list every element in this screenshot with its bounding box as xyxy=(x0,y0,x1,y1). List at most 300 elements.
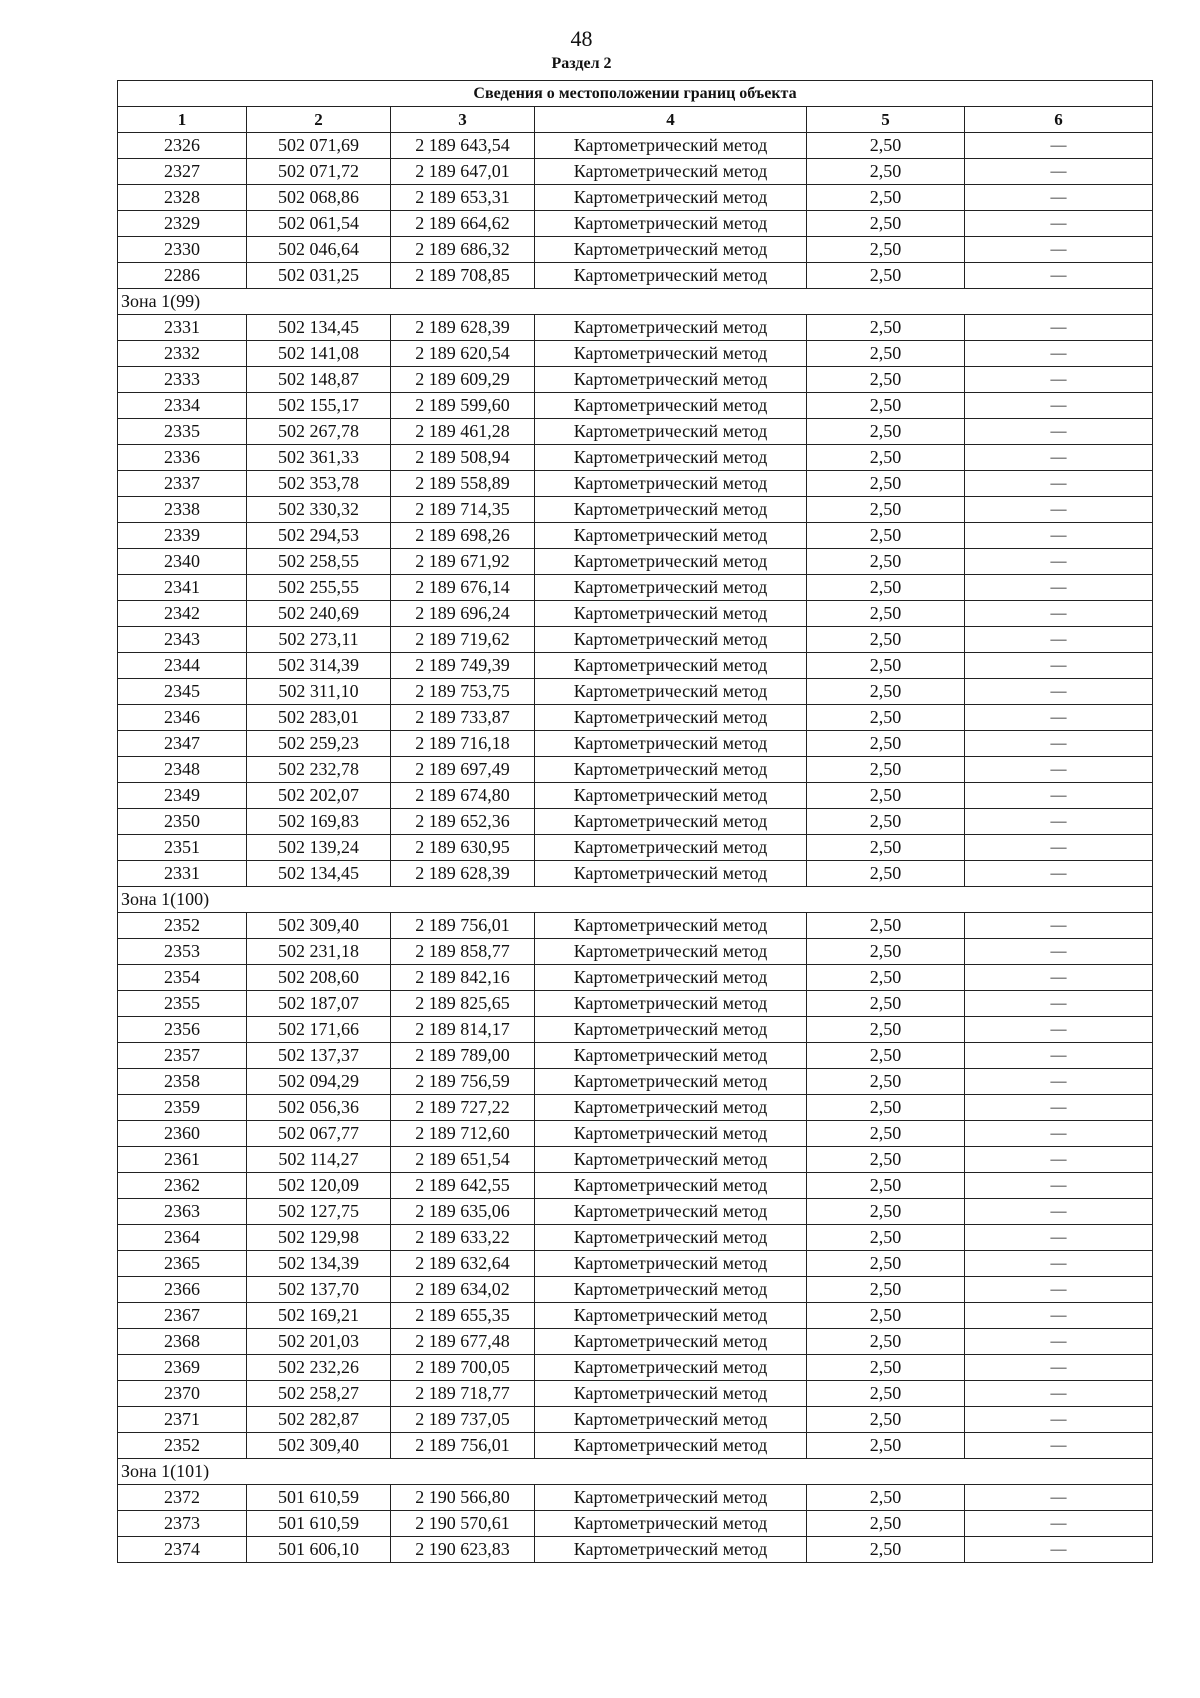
table-row xyxy=(118,1017,1153,1043)
x-coordinate-cell: 502 330,32 xyxy=(247,497,391,523)
method-cell: Картометрический метод xyxy=(535,237,807,263)
note-cell: — xyxy=(965,1355,1153,1381)
accuracy-cell: 2,50 xyxy=(807,315,965,341)
note-cell: — xyxy=(965,939,1153,965)
y-coordinate-cell: 2 189 697,49 xyxy=(391,757,535,783)
y-coordinate-cell: 2 189 630,95 xyxy=(391,835,535,861)
x-coordinate-cell: 502 134,39 xyxy=(247,1251,391,1277)
table-row xyxy=(118,523,1153,549)
point-number-cell: 2373 xyxy=(118,1511,247,1537)
note-cell: — xyxy=(965,991,1153,1017)
x-coordinate-cell: 502 067,77 xyxy=(247,1121,391,1147)
accuracy-cell: 2,50 xyxy=(807,1199,965,1225)
y-coordinate-cell: 2 189 655,35 xyxy=(391,1303,535,1329)
point-number-cell: 2332 xyxy=(118,341,247,367)
x-coordinate-cell: 502 309,40 xyxy=(247,1433,391,1459)
point-number-cell: 2365 xyxy=(118,1251,247,1277)
x-coordinate-cell: 501 610,59 xyxy=(247,1485,391,1511)
point-number-cell: 2367 xyxy=(118,1303,247,1329)
method-cell: Картометрический метод xyxy=(535,1121,807,1147)
x-coordinate-cell: 502 134,45 xyxy=(247,861,391,887)
x-coordinate-cell: 502 139,24 xyxy=(247,835,391,861)
accuracy-cell: 2,50 xyxy=(807,549,965,575)
point-number-cell: 2339 xyxy=(118,523,247,549)
accuracy-cell: 2,50 xyxy=(807,523,965,549)
note-cell: — xyxy=(965,1043,1153,1069)
x-coordinate-cell: 502 129,98 xyxy=(247,1225,391,1251)
x-coordinate-cell: 502 148,87 xyxy=(247,367,391,393)
note-cell: — xyxy=(965,1147,1153,1173)
method-cell: Картометрический метод xyxy=(535,159,807,185)
x-coordinate-cell: 502 127,75 xyxy=(247,1199,391,1225)
accuracy-cell: 2,50 xyxy=(807,627,965,653)
accuracy-cell: 2,50 xyxy=(807,861,965,887)
accuracy-cell: 2,50 xyxy=(807,965,965,991)
point-number-cell: 2328 xyxy=(118,185,247,211)
note-cell: — xyxy=(965,1303,1153,1329)
y-coordinate-cell: 2 189 737,05 xyxy=(391,1407,535,1433)
point-number-cell: 2335 xyxy=(118,419,247,445)
note-cell: — xyxy=(965,783,1153,809)
accuracy-cell: 2,50 xyxy=(807,653,965,679)
x-coordinate-cell: 502 208,60 xyxy=(247,965,391,991)
point-number-cell: 2327 xyxy=(118,159,247,185)
x-coordinate-cell: 502 201,03 xyxy=(247,1329,391,1355)
note-cell: — xyxy=(965,1121,1153,1147)
note-cell: — xyxy=(965,627,1153,653)
note-cell: — xyxy=(965,1251,1153,1277)
accuracy-cell: 2,50 xyxy=(807,1043,965,1069)
accuracy-cell: 2,50 xyxy=(807,445,965,471)
y-coordinate-cell: 2 189 756,59 xyxy=(391,1069,535,1095)
accuracy-cell: 2,50 xyxy=(807,1329,965,1355)
y-coordinate-cell: 2 189 643,54 xyxy=(391,133,535,159)
point-number-cell: 2356 xyxy=(118,1017,247,1043)
note-cell: — xyxy=(965,731,1153,757)
point-number-cell: 2286 xyxy=(118,263,247,289)
table-row xyxy=(118,237,1153,263)
y-coordinate-cell: 2 189 628,39 xyxy=(391,315,535,341)
point-number-cell: 2350 xyxy=(118,809,247,835)
x-coordinate-cell: 502 258,27 xyxy=(247,1381,391,1407)
table-row xyxy=(118,393,1153,419)
x-coordinate-cell: 502 046,64 xyxy=(247,237,391,263)
point-number-cell: 2352 xyxy=(118,1433,247,1459)
table-row xyxy=(118,679,1153,705)
accuracy-cell: 2,50 xyxy=(807,809,965,835)
point-number-cell: 2329 xyxy=(118,211,247,237)
method-cell: Картометрический метод xyxy=(535,913,807,939)
accuracy-cell: 2,50 xyxy=(807,393,965,419)
point-number-cell: 2336 xyxy=(118,445,247,471)
point-number-cell: 2331 xyxy=(118,861,247,887)
table-row xyxy=(118,367,1153,393)
point-number-cell: 2364 xyxy=(118,1225,247,1251)
method-cell: Картометрический метод xyxy=(535,1303,807,1329)
x-coordinate-cell: 502 240,69 xyxy=(247,601,391,627)
x-coordinate-cell: 502 232,26 xyxy=(247,1355,391,1381)
accuracy-cell: 2,50 xyxy=(807,1251,965,1277)
method-cell: Картометрический метод xyxy=(535,263,807,289)
point-number-cell: 2370 xyxy=(118,1381,247,1407)
method-cell: Картометрический метод xyxy=(535,991,807,1017)
x-coordinate-cell: 502 094,29 xyxy=(247,1069,391,1095)
y-coordinate-cell: 2 189 628,39 xyxy=(391,861,535,887)
y-coordinate-cell: 2 189 698,26 xyxy=(391,523,535,549)
note-cell: — xyxy=(965,705,1153,731)
table-row xyxy=(118,1147,1153,1173)
point-number-cell: 2358 xyxy=(118,1069,247,1095)
x-coordinate-cell: 502 202,07 xyxy=(247,783,391,809)
y-coordinate-cell: 2 189 664,62 xyxy=(391,211,535,237)
table-row xyxy=(118,497,1153,523)
table-row xyxy=(118,419,1153,445)
method-cell: Картометрический метод xyxy=(535,757,807,783)
method-cell: Картометрический метод xyxy=(535,1511,807,1537)
zone-header-row xyxy=(118,289,1153,315)
point-number-cell: 2363 xyxy=(118,1199,247,1225)
y-coordinate-cell: 2 189 749,39 xyxy=(391,653,535,679)
method-cell: Картометрический метод xyxy=(535,211,807,237)
x-coordinate-cell: 502 255,55 xyxy=(247,575,391,601)
point-number-cell: 2342 xyxy=(118,601,247,627)
table-row xyxy=(118,211,1153,237)
table-row xyxy=(118,549,1153,575)
point-number-cell: 2341 xyxy=(118,575,247,601)
accuracy-cell: 2,50 xyxy=(807,1095,965,1121)
x-coordinate-cell: 502 353,78 xyxy=(247,471,391,497)
accuracy-cell: 2,50 xyxy=(807,991,965,1017)
zone-label: Зона 1(99) xyxy=(118,289,1153,315)
point-number-cell: 2346 xyxy=(118,705,247,731)
accuracy-cell: 2,50 xyxy=(807,159,965,185)
note-cell: — xyxy=(965,1199,1153,1225)
method-cell: Картометрический метод xyxy=(535,1173,807,1199)
x-coordinate-cell: 502 134,45 xyxy=(247,315,391,341)
accuracy-cell: 2,50 xyxy=(807,341,965,367)
note-cell: — xyxy=(965,497,1153,523)
table-row xyxy=(118,1069,1153,1095)
x-coordinate-cell: 502 314,39 xyxy=(247,653,391,679)
note-cell: — xyxy=(965,445,1153,471)
accuracy-cell: 2,50 xyxy=(807,575,965,601)
x-coordinate-cell: 502 187,07 xyxy=(247,991,391,1017)
accuracy-cell: 2,50 xyxy=(807,1511,965,1537)
table-row xyxy=(118,1277,1153,1303)
table-row xyxy=(118,185,1153,211)
accuracy-cell: 2,50 xyxy=(807,939,965,965)
point-number-cell: 2326 xyxy=(118,133,247,159)
note-cell: — xyxy=(965,1277,1153,1303)
x-coordinate-cell: 502 068,86 xyxy=(247,185,391,211)
note-cell: — xyxy=(965,809,1153,835)
note-cell: — xyxy=(965,1407,1153,1433)
table-row xyxy=(118,705,1153,731)
point-number-cell: 2354 xyxy=(118,965,247,991)
table-body xyxy=(118,133,1153,1563)
accuracy-cell: 2,50 xyxy=(807,1069,965,1095)
point-number-cell: 2345 xyxy=(118,679,247,705)
method-cell: Картометрический метод xyxy=(535,1433,807,1459)
x-coordinate-cell: 501 610,59 xyxy=(247,1511,391,1537)
point-number-cell: 2372 xyxy=(118,1485,247,1511)
column-number: 3 xyxy=(391,107,535,133)
x-coordinate-cell: 502 137,37 xyxy=(247,1043,391,1069)
table-row xyxy=(118,1199,1153,1225)
x-coordinate-cell: 502 169,83 xyxy=(247,809,391,835)
method-cell: Картометрический метод xyxy=(535,445,807,471)
method-cell: Картометрический метод xyxy=(535,133,807,159)
note-cell: — xyxy=(965,861,1153,887)
table-row xyxy=(118,1303,1153,1329)
method-cell: Картометрический метод xyxy=(535,185,807,211)
accuracy-cell: 2,50 xyxy=(807,1147,965,1173)
method-cell: Картометрический метод xyxy=(535,783,807,809)
method-cell: Картометрический метод xyxy=(535,523,807,549)
x-coordinate-cell: 502 031,25 xyxy=(247,263,391,289)
point-number-cell: 2348 xyxy=(118,757,247,783)
y-coordinate-cell: 2 189 727,22 xyxy=(391,1095,535,1121)
y-coordinate-cell: 2 189 671,92 xyxy=(391,549,535,575)
table-row xyxy=(118,159,1153,185)
note-cell: — xyxy=(965,419,1153,445)
table-row xyxy=(118,133,1153,159)
column-number-row xyxy=(118,107,1153,133)
accuracy-cell: 2,50 xyxy=(807,601,965,627)
note-cell: — xyxy=(965,211,1153,237)
table-row xyxy=(118,1225,1153,1251)
x-coordinate-cell: 502 258,55 xyxy=(247,549,391,575)
point-number-cell: 2343 xyxy=(118,627,247,653)
accuracy-cell: 2,50 xyxy=(807,1537,965,1563)
x-coordinate-cell: 502 137,70 xyxy=(247,1277,391,1303)
table-row xyxy=(118,315,1153,341)
table-row xyxy=(118,757,1153,783)
x-coordinate-cell: 502 283,01 xyxy=(247,705,391,731)
column-number: 4 xyxy=(535,107,807,133)
point-number-cell: 2369 xyxy=(118,1355,247,1381)
table-row xyxy=(118,913,1153,939)
x-coordinate-cell: 502 267,78 xyxy=(247,419,391,445)
x-coordinate-cell: 502 120,09 xyxy=(247,1173,391,1199)
column-number: 2 xyxy=(247,107,391,133)
x-coordinate-cell: 502 273,11 xyxy=(247,627,391,653)
accuracy-cell: 2,50 xyxy=(807,237,965,263)
x-coordinate-cell: 502 056,36 xyxy=(247,1095,391,1121)
method-cell: Картометрический метод xyxy=(535,861,807,887)
y-coordinate-cell: 2 189 825,65 xyxy=(391,991,535,1017)
point-number-cell: 2359 xyxy=(118,1095,247,1121)
y-coordinate-cell: 2 189 558,89 xyxy=(391,471,535,497)
note-cell: — xyxy=(965,1511,1153,1537)
boundary-coordinates-table xyxy=(117,80,1153,1563)
method-cell: Картометрический метод xyxy=(535,1199,807,1225)
method-cell: Картометрический метод xyxy=(535,393,807,419)
x-coordinate-cell: 502 361,33 xyxy=(247,445,391,471)
y-coordinate-cell: 2 189 676,14 xyxy=(391,575,535,601)
accuracy-cell: 2,50 xyxy=(807,1433,965,1459)
table-row xyxy=(118,1043,1153,1069)
accuracy-cell: 2,50 xyxy=(807,731,965,757)
accuracy-cell: 2,50 xyxy=(807,757,965,783)
x-coordinate-cell: 502 114,27 xyxy=(247,1147,391,1173)
x-coordinate-cell: 502 311,10 xyxy=(247,679,391,705)
column-number: 5 xyxy=(807,107,965,133)
y-coordinate-cell: 2 189 508,94 xyxy=(391,445,535,471)
table-row xyxy=(118,445,1153,471)
y-coordinate-cell: 2 189 718,77 xyxy=(391,1381,535,1407)
x-coordinate-cell: 502 071,72 xyxy=(247,159,391,185)
x-coordinate-cell: 502 155,17 xyxy=(247,393,391,419)
point-number-cell: 2344 xyxy=(118,653,247,679)
point-number-cell: 2347 xyxy=(118,731,247,757)
y-coordinate-cell: 2 189 677,48 xyxy=(391,1329,535,1355)
table-row xyxy=(118,341,1153,367)
note-cell: — xyxy=(965,549,1153,575)
method-cell: Картометрический метод xyxy=(535,965,807,991)
accuracy-cell: 2,50 xyxy=(807,419,965,445)
x-coordinate-cell: 502 061,54 xyxy=(247,211,391,237)
note-cell: — xyxy=(965,367,1153,393)
table-row xyxy=(118,783,1153,809)
y-coordinate-cell: 2 189 674,80 xyxy=(391,783,535,809)
table-row xyxy=(118,1329,1153,1355)
y-coordinate-cell: 2 189 642,55 xyxy=(391,1173,535,1199)
method-cell: Картометрический метод xyxy=(535,653,807,679)
y-coordinate-cell: 2 189 686,32 xyxy=(391,237,535,263)
y-coordinate-cell: 2 189 756,01 xyxy=(391,913,535,939)
method-cell: Картометрический метод xyxy=(535,1147,807,1173)
note-cell: — xyxy=(965,1225,1153,1251)
x-coordinate-cell: 502 259,23 xyxy=(247,731,391,757)
point-number-cell: 2362 xyxy=(118,1173,247,1199)
method-cell: Картометрический метод xyxy=(535,1225,807,1251)
x-coordinate-cell: 502 309,40 xyxy=(247,913,391,939)
method-cell: Картометрический метод xyxy=(535,679,807,705)
point-number-cell: 2374 xyxy=(118,1537,247,1563)
method-cell: Картометрический метод xyxy=(535,367,807,393)
note-cell: — xyxy=(965,1173,1153,1199)
y-coordinate-cell: 2 190 566,80 xyxy=(391,1485,535,1511)
table-row xyxy=(118,1095,1153,1121)
accuracy-cell: 2,50 xyxy=(807,185,965,211)
method-cell: Картометрический метод xyxy=(535,1043,807,1069)
y-coordinate-cell: 2 189 733,87 xyxy=(391,705,535,731)
table-caption: Сведения о местоположении границ объекта xyxy=(118,81,1153,107)
table-row xyxy=(118,1251,1153,1277)
table-row xyxy=(118,835,1153,861)
y-coordinate-cell: 2 189 461,28 xyxy=(391,419,535,445)
y-coordinate-cell: 2 189 609,29 xyxy=(391,367,535,393)
accuracy-cell: 2,50 xyxy=(807,1121,965,1147)
y-coordinate-cell: 2 189 652,36 xyxy=(391,809,535,835)
y-coordinate-cell: 2 189 653,31 xyxy=(391,185,535,211)
point-number-cell: 2330 xyxy=(118,237,247,263)
point-number-cell: 2371 xyxy=(118,1407,247,1433)
table-row xyxy=(118,1381,1153,1407)
point-number-cell: 2352 xyxy=(118,913,247,939)
note-cell: — xyxy=(965,575,1153,601)
note-cell: — xyxy=(965,1485,1153,1511)
note-cell: — xyxy=(965,393,1153,419)
x-coordinate-cell: 502 294,53 xyxy=(247,523,391,549)
point-number-cell: 2357 xyxy=(118,1043,247,1069)
table-row xyxy=(118,1355,1153,1381)
x-coordinate-cell: 502 169,21 xyxy=(247,1303,391,1329)
y-coordinate-cell: 2 189 696,24 xyxy=(391,601,535,627)
note-cell: — xyxy=(965,237,1153,263)
method-cell: Картометрический метод xyxy=(535,1485,807,1511)
table-row xyxy=(118,1485,1153,1511)
table-row xyxy=(118,575,1153,601)
accuracy-cell: 2,50 xyxy=(807,1277,965,1303)
method-cell: Картометрический метод xyxy=(535,341,807,367)
method-cell: Картометрический метод xyxy=(535,1251,807,1277)
accuracy-cell: 2,50 xyxy=(807,783,965,809)
point-number-cell: 2337 xyxy=(118,471,247,497)
note-cell: — xyxy=(965,1537,1153,1563)
zone-label: Зона 1(101) xyxy=(118,1459,1153,1485)
accuracy-cell: 2,50 xyxy=(807,1407,965,1433)
y-coordinate-cell: 2 189 700,05 xyxy=(391,1355,535,1381)
x-coordinate-cell: 502 171,66 xyxy=(247,1017,391,1043)
point-number-cell: 2361 xyxy=(118,1147,247,1173)
y-coordinate-cell: 2 189 712,60 xyxy=(391,1121,535,1147)
note-cell: — xyxy=(965,523,1153,549)
point-number-cell: 2334 xyxy=(118,393,247,419)
note-cell: — xyxy=(965,965,1153,991)
table-row xyxy=(118,601,1153,627)
table-row xyxy=(118,471,1153,497)
accuracy-cell: 2,50 xyxy=(807,1225,965,1251)
table-row xyxy=(118,731,1153,757)
method-cell: Картометрический метод xyxy=(535,1277,807,1303)
table-row xyxy=(118,263,1153,289)
method-cell: Картометрический метод xyxy=(535,1329,807,1355)
column-number: 6 xyxy=(965,107,1153,133)
zone-label: Зона 1(100) xyxy=(118,887,1153,913)
table-row xyxy=(118,991,1153,1017)
y-coordinate-cell: 2 189 814,17 xyxy=(391,1017,535,1043)
note-cell: — xyxy=(965,1381,1153,1407)
method-cell: Картометрический метод xyxy=(535,1537,807,1563)
y-coordinate-cell: 2 189 632,64 xyxy=(391,1251,535,1277)
note-cell: — xyxy=(965,471,1153,497)
table-row xyxy=(118,1537,1153,1563)
accuracy-cell: 2,50 xyxy=(807,471,965,497)
point-number-cell: 2333 xyxy=(118,367,247,393)
method-cell: Картометрический метод xyxy=(535,835,807,861)
method-cell: Картометрический метод xyxy=(535,1407,807,1433)
table-row xyxy=(118,1511,1153,1537)
point-number-cell: 2338 xyxy=(118,497,247,523)
note-cell: — xyxy=(965,341,1153,367)
y-coordinate-cell: 2 189 620,54 xyxy=(391,341,535,367)
x-coordinate-cell: 502 141,08 xyxy=(247,341,391,367)
accuracy-cell: 2,50 xyxy=(807,705,965,731)
zone-header-row xyxy=(118,1459,1153,1485)
y-coordinate-cell: 2 189 716,18 xyxy=(391,731,535,757)
method-cell: Картометрический метод xyxy=(535,419,807,445)
note-cell: — xyxy=(965,835,1153,861)
method-cell: Картометрический метод xyxy=(535,627,807,653)
point-number-cell: 2360 xyxy=(118,1121,247,1147)
accuracy-cell: 2,50 xyxy=(807,497,965,523)
x-coordinate-cell: 502 071,69 xyxy=(247,133,391,159)
method-cell: Картометрический метод xyxy=(535,1069,807,1095)
point-number-cell: 2353 xyxy=(118,939,247,965)
column-number: 1 xyxy=(118,107,247,133)
